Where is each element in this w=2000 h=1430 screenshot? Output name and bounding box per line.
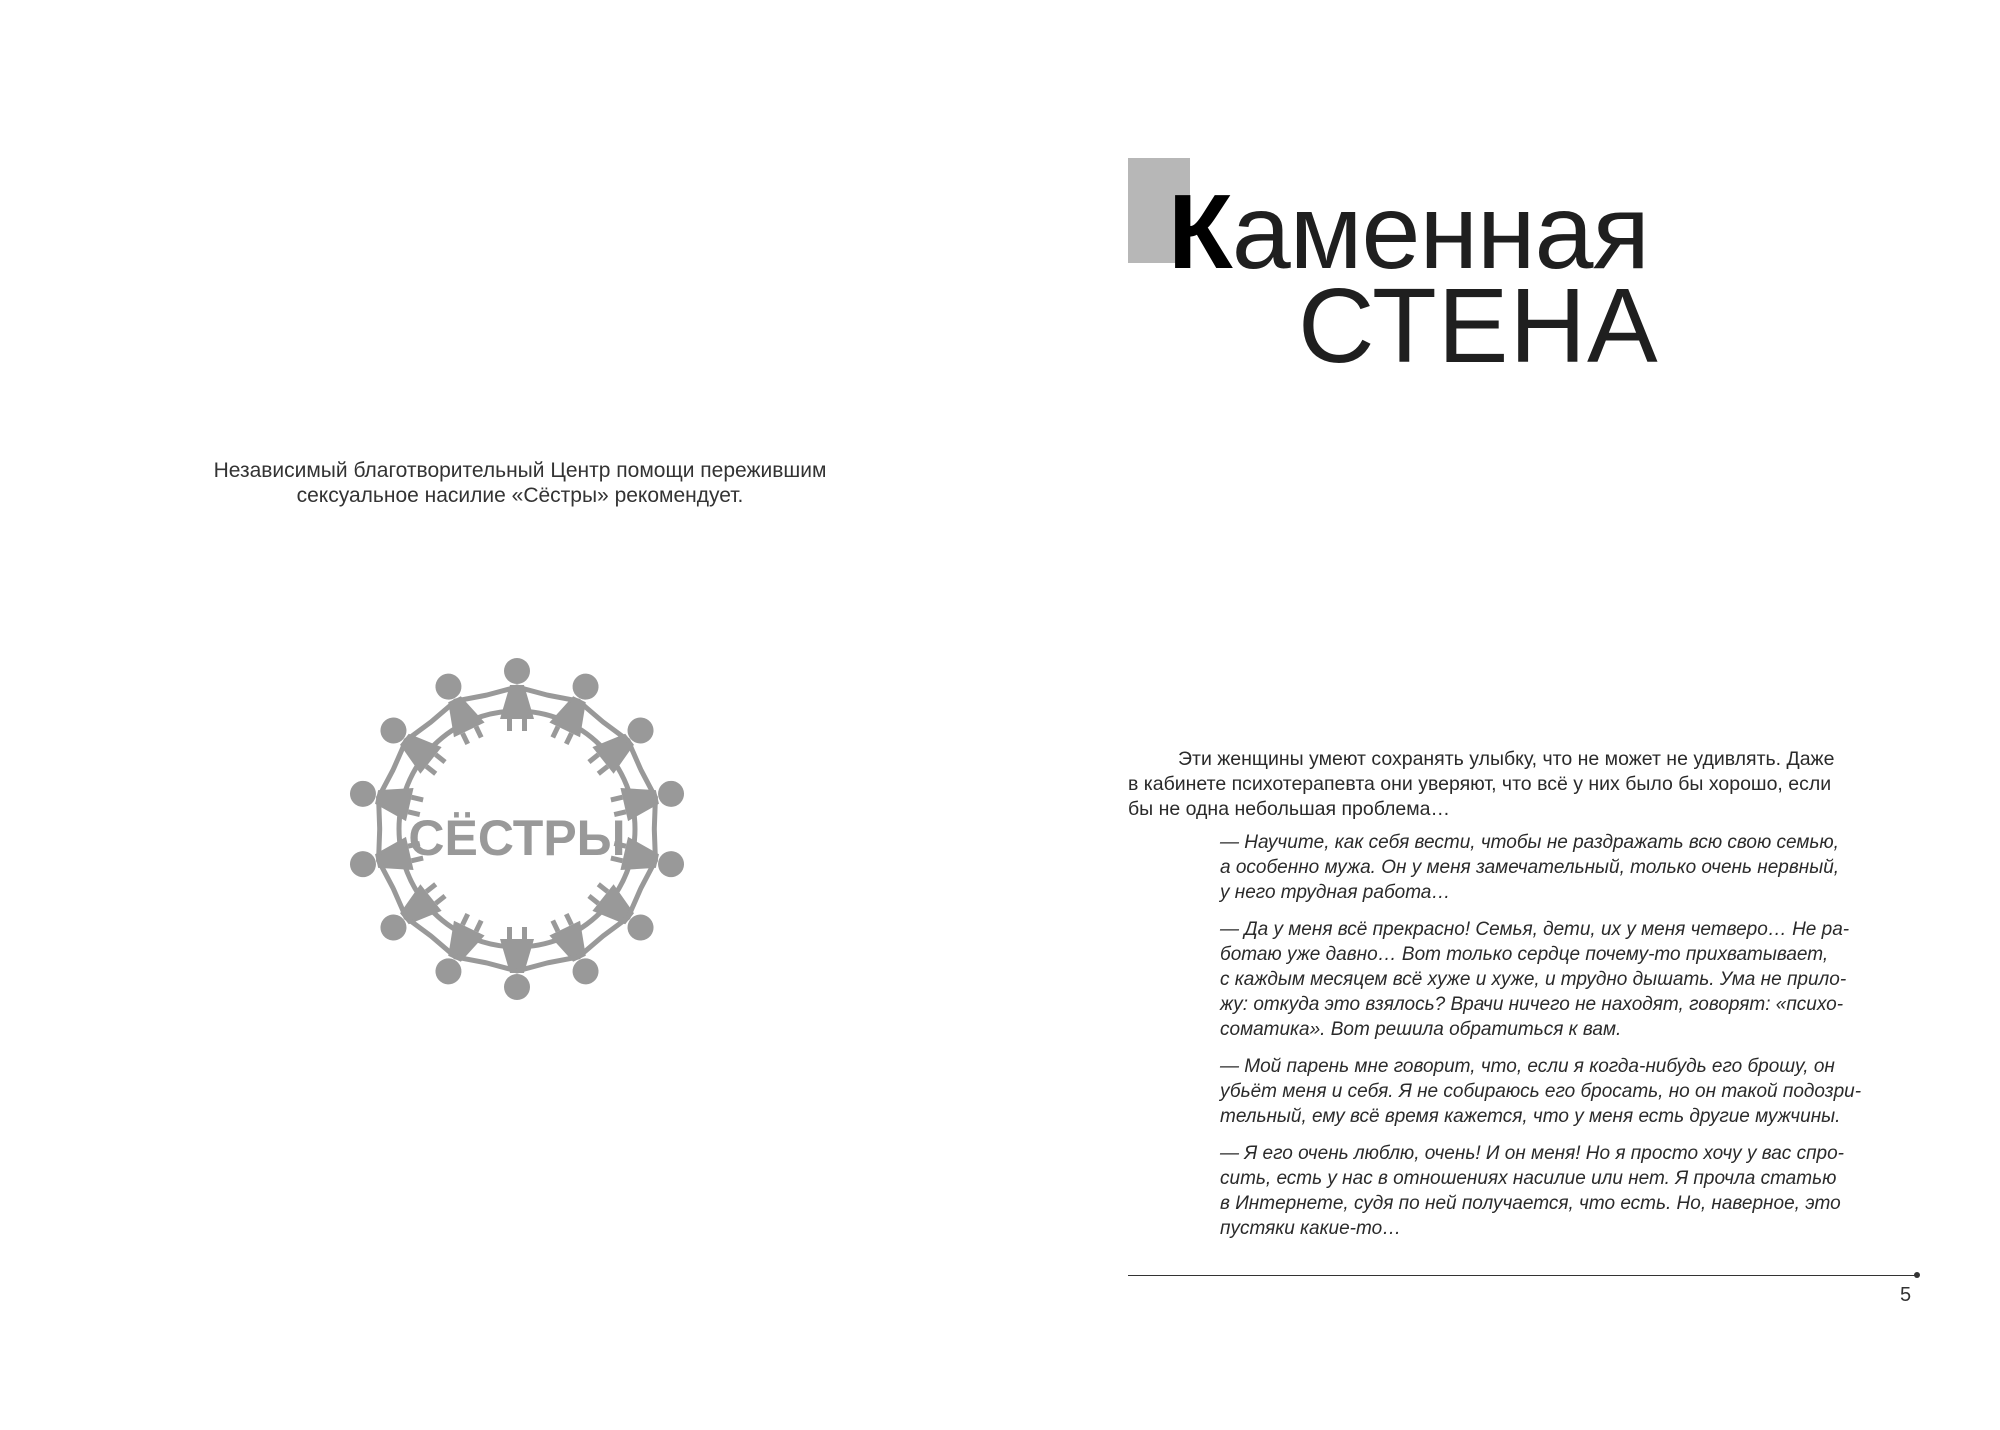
recommendation-text — [140, 458, 900, 508]
quote-line: — Научите, как себя вести, чтобы не раздражать всю свою семью, — [1220, 832, 1839, 853]
quote-line: с каждым месяцем всё хуже и хуже, и трудно дышать. Ума не прило- — [1220, 969, 1847, 990]
recommendation-line: сексуальное насилие «Сёстры» рекомендует. — [296, 484, 744, 507]
footer-rule — [1128, 1275, 1918, 1276]
logo-figure — [416, 904, 502, 996]
intro-paragraph — [1128, 747, 1860, 822]
quote-line: тельный, ему всё время кажется, что у меня есть другие мужчины. — [1220, 1106, 1841, 1127]
quote-line: — Я его очень люблю, очень! И он меня! Но я просто хочу у вас спро- — [1220, 1143, 1844, 1164]
quote-line: соматика». Вот решила обратиться к вам. — [1220, 1019, 1622, 1040]
quote-line: — Да у меня всё прекрасно! Семья, дети, их у меня четверо… Не ра- — [1220, 919, 1850, 940]
title-line-2: СТЕНА — [1298, 267, 1659, 385]
logo-figure — [416, 662, 502, 754]
title-initial: К — [1168, 173, 1232, 291]
footer-rule-dot — [1914, 1272, 1920, 1278]
logo-figure — [487, 927, 547, 1000]
logo-figure — [532, 662, 618, 754]
logo-figure — [532, 904, 618, 996]
quote-line: у него трудная работа… — [1220, 882, 1451, 903]
quote-line: а особенно мужа. Он у меня замечательный, только очень нервный, — [1220, 857, 1840, 878]
sestry-logo — [345, 657, 690, 1002]
quote-line: сить, есть у нас в отношениях насилие или нет. Я прочла статью — [1220, 1168, 1837, 1189]
quote-1 — [1220, 830, 1860, 905]
quote-line: — Мой парень мне говорит, что, если я когда-нибудь его брошу, он — [1220, 1056, 1835, 1077]
intro-line: Эти женщины умеют сохранять улыбку, что не может не удивлять. Даже — [1178, 748, 1835, 770]
intro-line: бы не одна небольшая проблема… — [1128, 798, 1450, 820]
logo-text: СЁСТРЫ — [408, 810, 626, 866]
chapter-title — [1128, 158, 1688, 388]
intro-line: в кабинете психотерапевта они уверяют, что всё у них было бы хорошо, если — [1128, 773, 1832, 795]
quote-4 — [1220, 1141, 1860, 1241]
page-number: 5 — [1900, 1284, 1912, 1306]
recommendation-line: Независимый благотворительный Центр помощи пережившим — [213, 459, 827, 482]
quote-line: в Интернете, судя по ней получается, что есть. Но, наверное, это — [1220, 1193, 1841, 1214]
quote-2 — [1220, 917, 1860, 1042]
quote-line: жу: откуда это взялось? Врачи ничего не находят, говорят: «психо- — [1220, 994, 1844, 1015]
quote-line: пустяки какие-то… — [1220, 1218, 1402, 1239]
quotes-block — [1220, 830, 1860, 1253]
title-rest: аменная — [1231, 173, 1649, 291]
logo-figure — [487, 658, 547, 731]
quote-line: ботаю уже давно… Вот только сердце почему-то прихватывает, — [1220, 944, 1829, 965]
quote-3 — [1220, 1054, 1860, 1129]
quote-line: убьёт меня и себя. Я не собираюсь его бросать, но он такой подозри- — [1220, 1081, 1862, 1102]
